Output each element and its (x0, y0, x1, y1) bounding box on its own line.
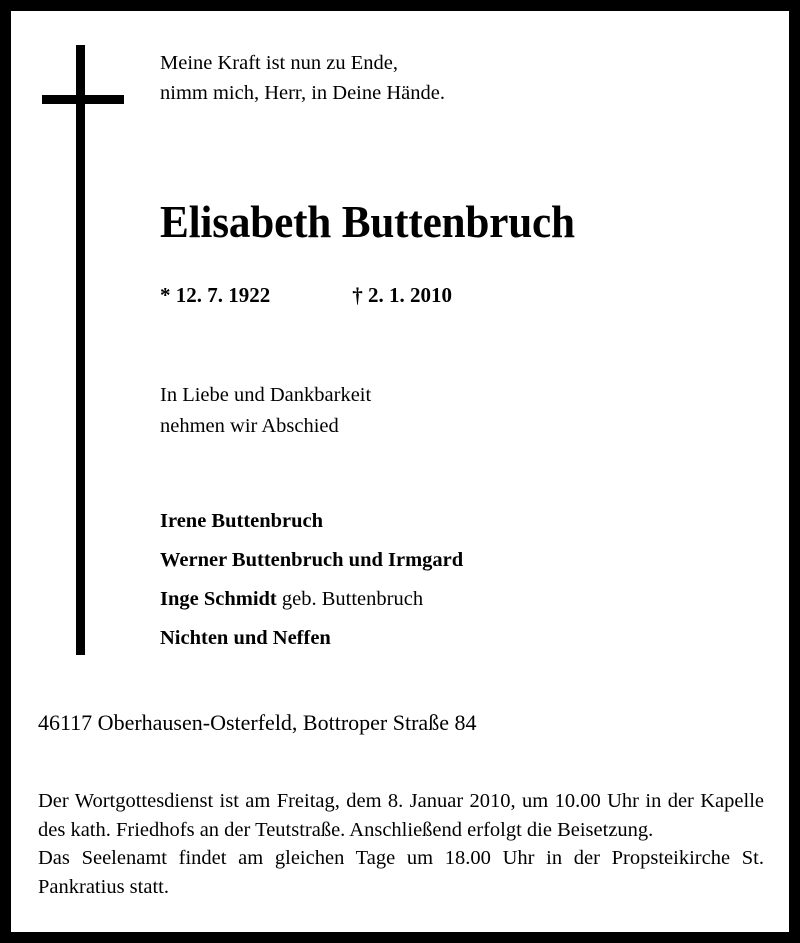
survivor-name: Inge Schmidt (160, 588, 277, 610)
death-date-group (352, 283, 452, 307)
obituary-card (11, 11, 789, 932)
epigraph (160, 48, 445, 108)
address-line: 46117 Oberhausen-Osterfeld, Bottroper Straße 84 (38, 710, 477, 735)
service-paragraph-1: Der Wortgottesdienst ist am Freitag, dem 8. Januar 2010, um 10.00 Uhr in der Kapelle des kath. Friedhofs an der Teutstraße. Anschließend erfolgt die Beisetzung. (38, 790, 764, 841)
farewell-line-2: nehmen wir Abschied (160, 415, 339, 437)
birth-date-group (160, 283, 270, 307)
epigraph-line-1: Meine Kraft ist nun zu Ende, (160, 52, 398, 74)
survivor-name: Werner Buttenbruch und Irmgard (160, 549, 464, 571)
birth-date: 12. 7. 1922 (175, 283, 271, 307)
survivor-suffix: geb. Buttenbruch (276, 588, 424, 610)
birth-star-icon: * (160, 283, 171, 307)
cross-vertical-bar (76, 45, 85, 655)
survivor-item (160, 580, 463, 619)
survivor-name: Nichten und Neffen (160, 627, 331, 649)
service-paragraph-2: Das Seelenamt findet am gleichen Tage um 18.00 Uhr in der Propsteikirche St. Pankratius statt. (38, 847, 764, 898)
deceased-name: Elisabeth Buttenbruch (160, 197, 575, 247)
christian-cross-icon (11, 11, 141, 671)
survivors-list (160, 502, 463, 658)
life-dates (160, 281, 452, 309)
cross-horizontal-bar (42, 95, 124, 104)
farewell-text (160, 380, 371, 442)
death-dagger-icon: † (352, 283, 363, 307)
survivor-item (160, 541, 463, 580)
death-date: 2. 1. 2010 (368, 283, 452, 307)
epigraph-line-2: nimm mich, Herr, in Deine Hände. (160, 82, 445, 104)
survivor-item (160, 502, 463, 541)
survivor-name: Irene Buttenbruch (160, 510, 324, 532)
farewell-line-1: In Liebe und Dankbarkeit (160, 384, 372, 406)
service-details (38, 787, 764, 901)
survivor-item (160, 619, 463, 658)
